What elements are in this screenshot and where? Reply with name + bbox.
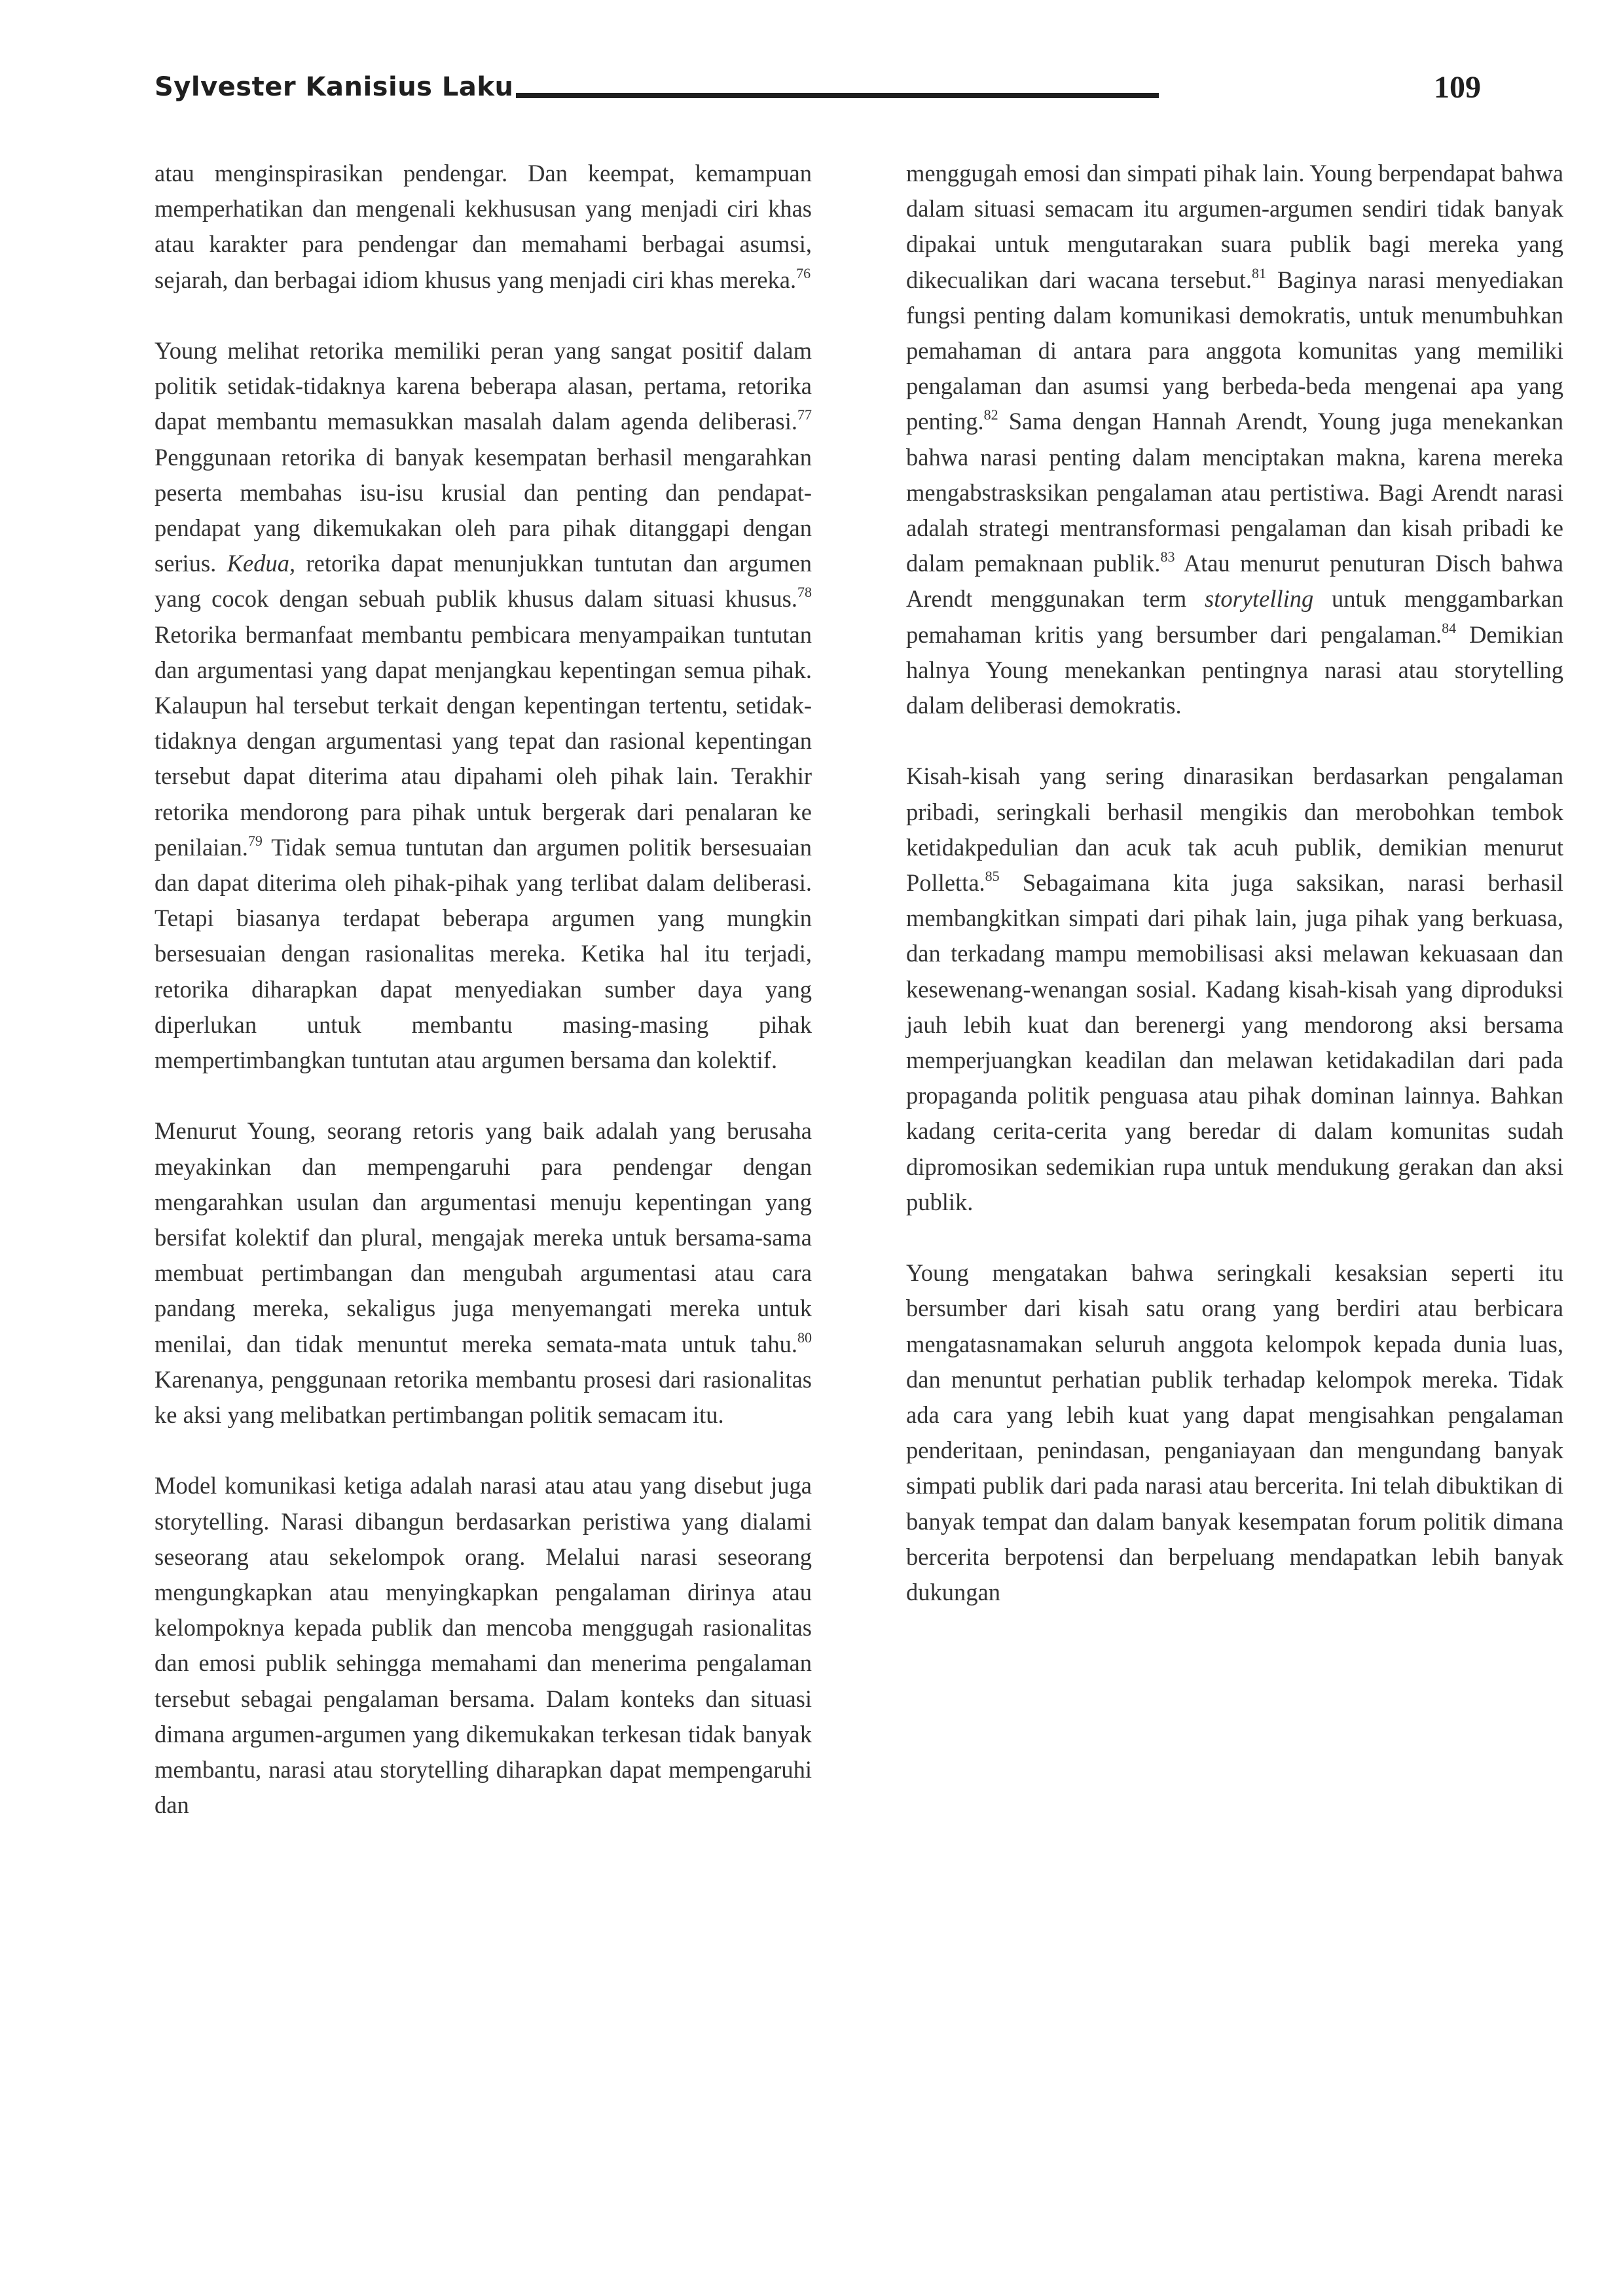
text-run: retorika dapat menunjukkan tuntutan dan argumen yang cocok dengan sebuah publik khusus dalam situasi khusus. (155, 550, 812, 613)
text-run: Baginya narasi menyediakan fungsi penting dalam komunikasi demokratis, untuk menumbuhkan pemahaman di antara para anggota komunitas yang memiliki pengalaman dan asumsi yang berbeda-beda mengenai apa yang penting. (906, 266, 1563, 435)
text-run: Young melihat retorika memiliki peran yang sangat positif dalam politik setidak-tidaknya karena beberapa alasan, pertama, retorika dapat membantu memasukkan masalah dalam agenda deliberasi. (155, 337, 812, 435)
footnote-marker: 83 (1160, 548, 1175, 565)
footnote-marker: 82 (983, 406, 998, 423)
left-column (155, 156, 812, 1859)
text-run: untuk menggambarkan pemahaman kritis yang bersumber dari pengalaman. (906, 585, 1563, 648)
text-run: Sama dengan Hannah Arendt, Young juga menekankan bahwa narasi penting dalam menciptakan makna, karena mereka mengabstrasksikan pengalaman atau pertistiwa. Bagi Arendt narasi adalah strategi mentransformasi pengalaman dan kisah pribadi ke dalam pemaknaan publik. (906, 408, 1563, 577)
paragraph (906, 156, 1563, 723)
footnote-marker: 85 (985, 868, 1000, 885)
text-run: Kisah-kisah yang sering dinarasikan berdasarkan pengalaman pribadi, seringkali berhasil mengikis dan merobohkan tembok ketidakpedulian dan acuk tak acuh publik, demikian menurut Polletta. (906, 762, 1563, 897)
text-run: Demikian halnya Young menekankan pentingnya narasi atau storytelling dalam deliberasi demokratis. (906, 620, 1564, 719)
page-number: 109 (1434, 70, 1481, 105)
footnote-marker: 84 (1442, 619, 1457, 636)
footnote-marker: 77 (797, 406, 812, 423)
paragraph (155, 1468, 812, 1823)
text-run: Young mengatakan bahwa seringkali kesaksian seperti itu bersumber dari kisah satu orang yang berdiri atau berbicara mengatasnamakan seluruh anggota kelompok kepada dunia luas, dan menuntut perhatian publik terhadap kelompok mereka. Tidak ada cara yang lebih kuat yang dapat mengisahkan pengalaman penderitaan, penindasan, penganiayaan dan mengundang banyak simpati publik dari pada narasi atau bercerita. Ini telah dibuktikan di banyak tempat dan dalam banyak kesempatan forum politik dimana bercerita berpotensi dan berpeluang mendapatkan lebih banyak dukungan (906, 1259, 1563, 1606)
text-run: Penggunaan retorika di banyak kesempatan berhasil mengarahkan peserta membahas isu-isu krusial dan penting dan pendapat-pendapat yang dikemukakan oleh para pihak ditanggapi dengan serius. (155, 443, 812, 577)
footnote-marker: 79 (247, 832, 263, 849)
text-run: Menurut Young, seorang retoris yang baik adalah yang berusaha meyakinkan dan mempengaruhi para pendengar dengan mengarahkan usulan dan argumentasi menuju kepentingan yang bersifat kolektif dan plural, mengajak mereka untuk bersama-sama membuat pertimbangan dan mengubah argumentasi atau cara pandang mereka, sekaligus juga menyemangati mereka untuk menilai, dan tidak menuntut mereka semata-mata untuk tahu. (155, 1117, 812, 1357)
running-header-author: Sylvester Kanisius Laku (155, 72, 514, 102)
footnote-marker: 81 (1251, 264, 1266, 281)
text-run: atau menginspirasikan pendengar. Dan keempat, kemampuan memperhatikan dan mengenali kekhususan yang menjadi ciri khas atau karakter para pendengar dan memahami berbagai asumsi, sejarah, dan berbagai idiom khusus yang menjadi ciri khas mereka. (155, 160, 812, 293)
paragraph (155, 333, 812, 1078)
footnote-marker: 76 (796, 264, 811, 281)
text-run: Tidak semua tuntutan dan argumen politik bersesuaian dan dapat diterima oleh pihak-pihak yang terlibat dalam deliberasi. Tetapi biasanya terdapat beberapa argumen yang mungkin bersesuaian dengan rasionalitas mereka. Ketika hal itu terjadi, retorika diharapkan dapat menyediakan sumber daya yang diperlukan untuk membantu masing-masing pihak mempertimbangkan tuntutan atau argumen bersama dan kolektif. (155, 833, 812, 1074)
italic-text: storytelling (1205, 585, 1314, 613)
text-run: Retorika bermanfaat membantu pembicara menyampaikan tuntutan dan argumentasi yang dapat menjangkau kepentingan semua pihak. Kalaupun hal tersebut terkait dengan kepentingan tertentu, setidak-tidaknya dengan argumentasi yang tepat dan rasional kepentingan tersebut dapat diterima atau dipahami oleh pihak lain. Terakhir retorika mendorong para pihak untuk bergerak dari penalaran ke penilaian. (155, 620, 812, 861)
header-rule (516, 93, 1159, 98)
footnote-marker: 78 (797, 584, 812, 601)
text-run: Karenanya, penggunaan retorika membantu prosesi dari rasionalitas ke aksi yang melibatkan pertimbangan politik semacam itu. (155, 1365, 812, 1429)
paragraph (906, 1255, 1563, 1610)
text-run: Atau menurut penuturan Disch bahwa Arendt menggunakan term (906, 550, 1563, 613)
text-run: menggugah emosi dan simpati pihak lain. Young berpendapat bahwa dalam situasi semacam itu argumen-argumen sendiri tidak banyak dipakai untuk mengutarakan suara publik bagi mereka yang dikecualikan dari wacana tersebut. (906, 160, 1563, 293)
footnote-marker: 80 (797, 1329, 812, 1346)
text-run: Sebagaimana kita juga saksikan, narasi berhasil membangkitkan simpati dari pihak lain, juga pihak yang berkuasa, dan terkadang mampu memobilisasi aksi melawan kekuasaan dan kesewenang-wenangan sosial. Kadang kisah-kisah yang diproduksi jauh lebih kuat dan berenergi yang mendorong aksi bersama memperjuangkan keadilan dan melawan ketidakadilan dari pada propaganda politik penguasa atau pihak dominan lainnya. Bahkan kadang cerita-cerita yang beredar di dalam komunitas sudah dipromosikan sedemikian rupa untuk mendukung gerakan dan aksi publik. (906, 869, 1563, 1215)
paragraph (155, 1113, 812, 1433)
right-column (906, 156, 1563, 1645)
text-run: Model komunikasi ketiga adalah narasi atau atau yang disebut juga storytelling. Narasi dibangun berdasarkan peristiwa yang dialami seseorang atau sekelompok orang. Melalui narasi seseorang mengungkapkan atau menyingkapkan pengalaman dirinya atau kelompoknya kepada publik dan mencoba menggugah rasionalitas dan emosi publik sehingga memahami dan menerima pengalaman tersebut sebagai pengalaman bersama. Dalam konteks dan situasi dimana argumen-argumen yang dikemukakan terkesan tidak banyak membantu, narasi atau storytelling diharapkan dapat mempengaruhi dan (155, 1472, 812, 1819)
paragraph (906, 759, 1563, 1220)
italic-text: Kedua, (227, 550, 296, 577)
paragraph (155, 156, 812, 298)
